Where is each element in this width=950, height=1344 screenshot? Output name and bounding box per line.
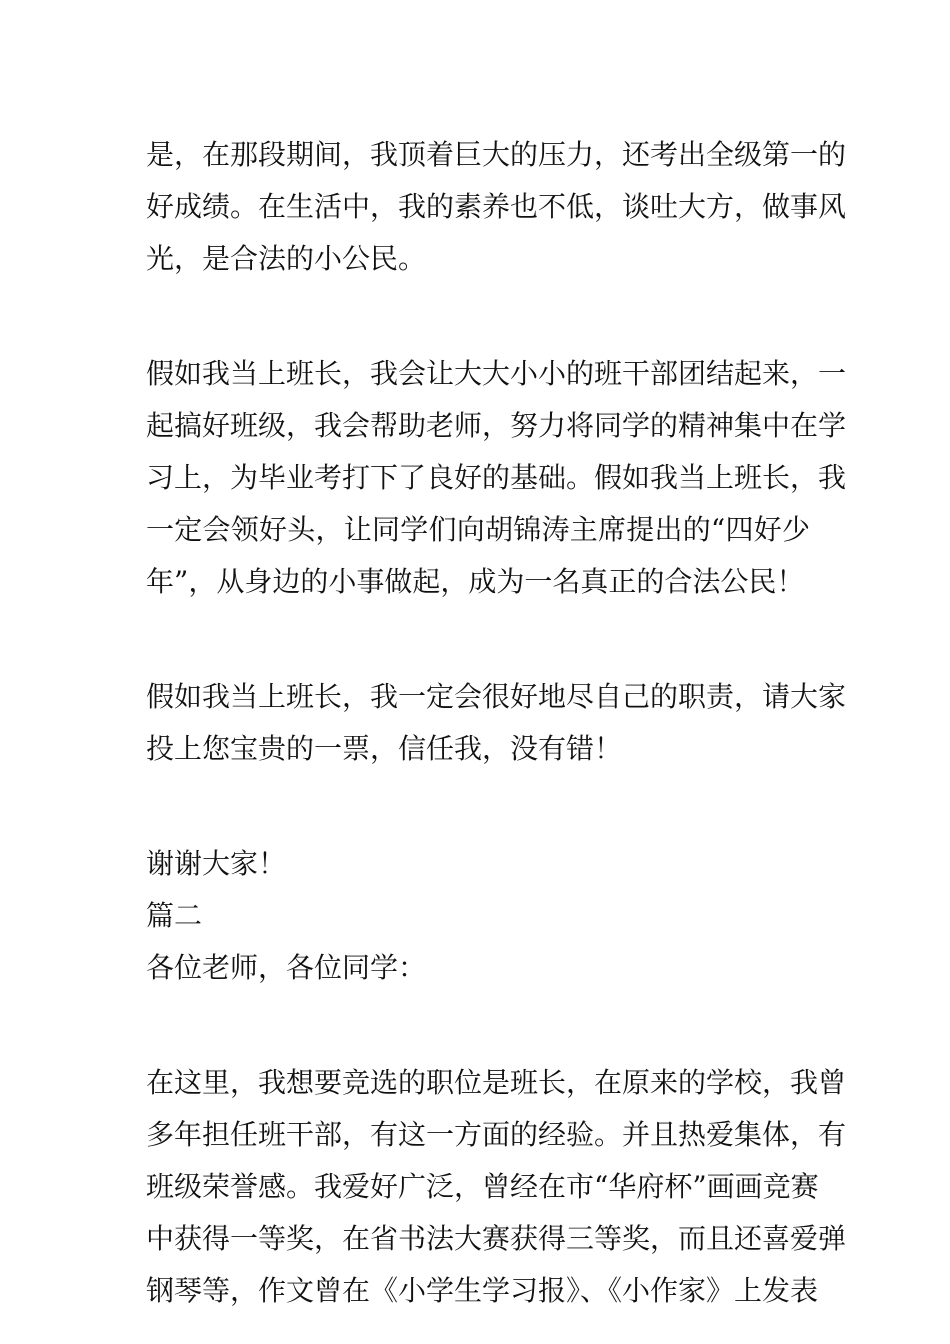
paragraph-line: 起搞好班级，我会帮助老师，努力将同学的精神集中在学 <box>146 409 847 442</box>
paragraph-line: 班级荣誉感。我爱好广泛，曾经在市“华府杯”画画竞赛 <box>146 1170 819 1203</box>
paragraph-line: 钢琴等，作文曾在《小学生学习报》、《小作家》上发表 <box>146 1274 819 1307</box>
paragraph-3 <box>146 671 847 775</box>
paragraph-line: 好成绩。在生活中，我的素养也不低，谈吐大方，做事风 <box>146 190 847 223</box>
paragraph-line: 习上，为毕业考打下了良好的基础。假如我当上班长，我 <box>146 461 847 494</box>
paragraph-4 <box>146 1057 847 1317</box>
paragraph-line: 光，是合法的小公民。 <box>146 242 427 275</box>
paragraph-gap <box>146 994 810 1057</box>
paragraph-2 <box>146 348 847 608</box>
paragraph-line: 中获得一等奖，在省书法大赛获得三等奖，而且还喜爱弹 <box>146 1222 847 1255</box>
paragraph-1 <box>146 129 847 285</box>
paragraph-line: 一定会领好头，让同学们向胡锦涛主席提出的“四好少 <box>146 513 810 546</box>
paragraph-line: 是，在那段期间，我顶着巨大的压力，还考出全级第一的 <box>146 138 847 171</box>
section-title: 篇二 <box>146 899 203 932</box>
closing-text: 谢谢大家！ <box>146 847 287 880</box>
paragraph-gap <box>146 775 810 838</box>
paragraph-line: 假如我当上班长，我会让大大小小的班干部团结起来，一 <box>146 357 847 390</box>
paragraph-line: 在这里，我想要竞选的职位是班长，在原来的学校，我曾 <box>146 1066 847 1099</box>
paragraph-gap <box>146 285 810 348</box>
paragraph-line: 投上您宝贵的一票，信任我，没有错！ <box>146 732 623 765</box>
paragraph-line: 年”，从身边的小事做起，成为一名真正的合法公民！ <box>146 565 805 598</box>
paragraph-line: 假如我当上班长，我一定会很好地尽自己的职责，请大家 <box>146 680 847 713</box>
paragraph-line: 多年担任班干部，有这一方面的经验。并且热爱集体，有 <box>146 1118 847 1151</box>
paragraph-gap <box>146 608 810 671</box>
salutation-text: 各位老师，各位同学： <box>146 951 427 984</box>
document-page <box>146 129 847 1317</box>
